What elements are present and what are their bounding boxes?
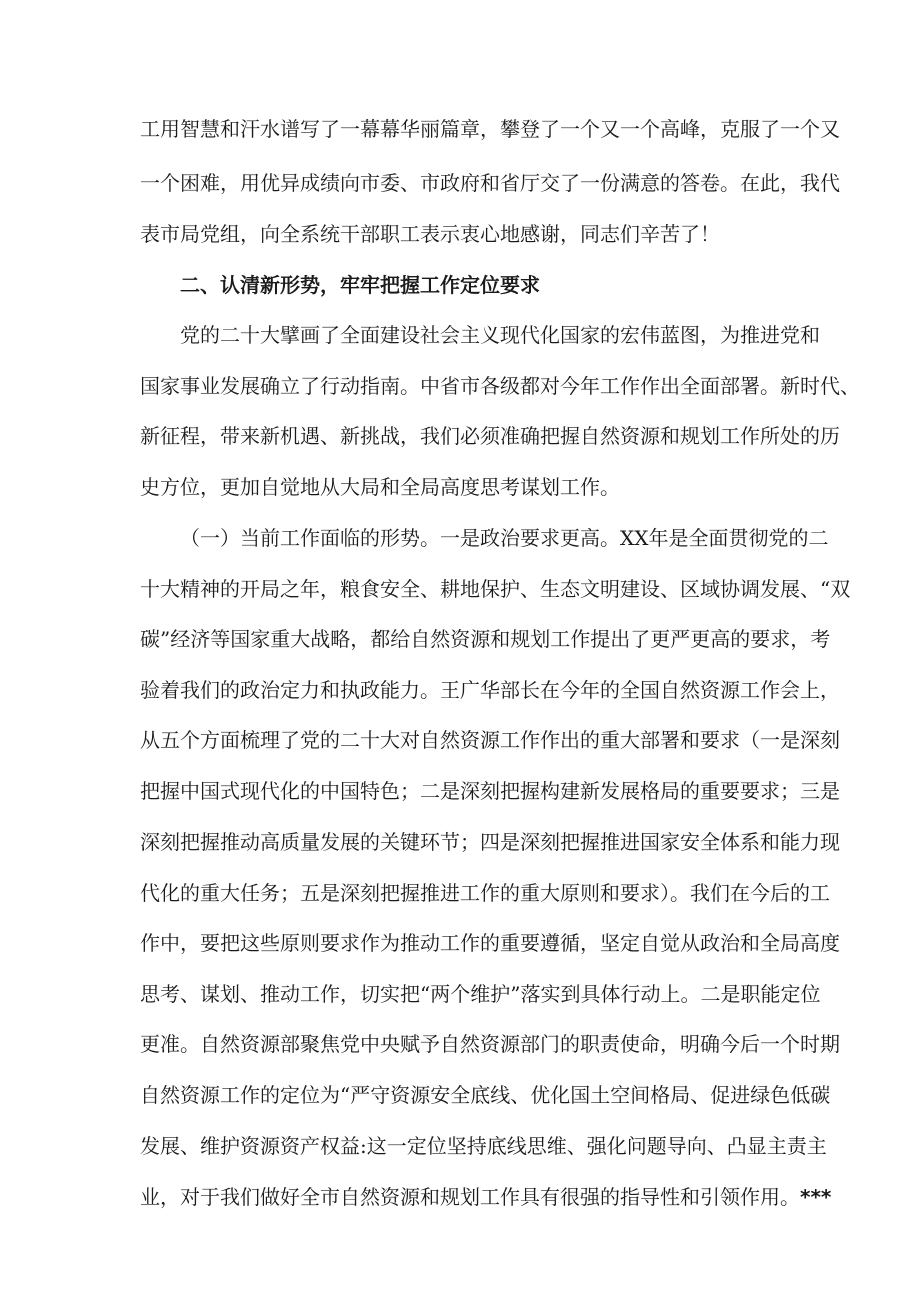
paragraph-line: 党的二十大擘画了全面建设社会主义现代化国家的宏伟蓝图，为推进党和 [180, 323, 820, 347]
paragraph-line: 十大精神的开局之年，粮食安全、耕地保护、生态文明建设、区域协调发展、“双 [140, 577, 851, 601]
paragraph-line: 作中，要把这些原则要求作为推动工作的重要遵循，坚定自觉从政治和全局高度 [140, 931, 840, 955]
paragraph-line: （一）当前工作面临的形势。一是政治要求更高。XX年是全面贯彻党的二 [180, 526, 829, 550]
paragraph-text: 业，对于我们做好全市自然资源和规划工作具有很强的指导性和引领作用。 [140, 1185, 800, 1209]
paragraph-line: 验着我们的政治定力和执政能力。王广华部长在今年的全国自然资源工作会上， [140, 678, 840, 702]
paragraph-line: 代化的重大任务；五是深刻把握推进工作的重大原则和要求）。我们在今后的工 [140, 881, 830, 905]
paragraph-line: 思考、谋划、推动工作，切实把“两个维护”落实到具体行动上。二是职能定位 [140, 982, 821, 1006]
paragraph-line: 深刻把握推动高质量发展的关键环节；四是深刻把握推进国家安全体系和能力现 [140, 830, 840, 854]
paragraph-line: 新征程，带来新机遇、新挑战，我们必须准确把握自然资源和规划工作所处的历 [140, 424, 840, 448]
section-heading: 二、认清新形势，牢牢把握工作定位要求 [180, 273, 540, 297]
paragraph-line: 更准。自然资源部聚焦党中央赋予自然资源部门的职责使命，明确今后一个时期 [140, 1032, 840, 1056]
paragraph-line: 从五个方面梳理了党的二十大对自然资源工作作出的重大部署和要求（一是深刻 [140, 728, 840, 752]
paragraph-line: 一个困难，用优异成绩向市委、市政府和省厅交了一份满意的答卷。在此，我代 [140, 171, 840, 195]
paragraph-line: 发展、维护资源资产权益:这一定位坚持底线思维、强化问题导向、凸显主责主 [140, 1134, 827, 1158]
paragraph-line: 国家事业发展确立了行动指南。中省市各级都对今年工作作出全面部署。新时代、 [140, 374, 860, 398]
paragraph-line: 工用智慧和汗水谱写了一幕幕华丽篇章，攀登了一个又一个高峰，克服了一个又 [140, 117, 840, 141]
paragraph-line: 碳”经济等国家重大战略，都给自然资源和规划工作提出了更严更高的要求，考 [140, 627, 831, 651]
paragraph-line-last [140, 1180, 832, 1214]
paragraph-line: 把握中国式现代化的中国特色；二是深刻把握构建新发展格局的重要要求；三是 [140, 779, 840, 803]
trailing-mark: *** [800, 1185, 832, 1209]
paragraph-line: 自然资源工作的定位为“严守资源安全底线、优化国土空间格局、促进绿色低碳 [140, 1083, 831, 1107]
paragraph-line: 史方位，更加自觉地从大局和全局高度思考谋划工作。 [140, 475, 620, 499]
paragraph-line: 表市局党组，向全系统干部职工表示衷心地感谢，同志们辛苦了！ [140, 222, 720, 246]
